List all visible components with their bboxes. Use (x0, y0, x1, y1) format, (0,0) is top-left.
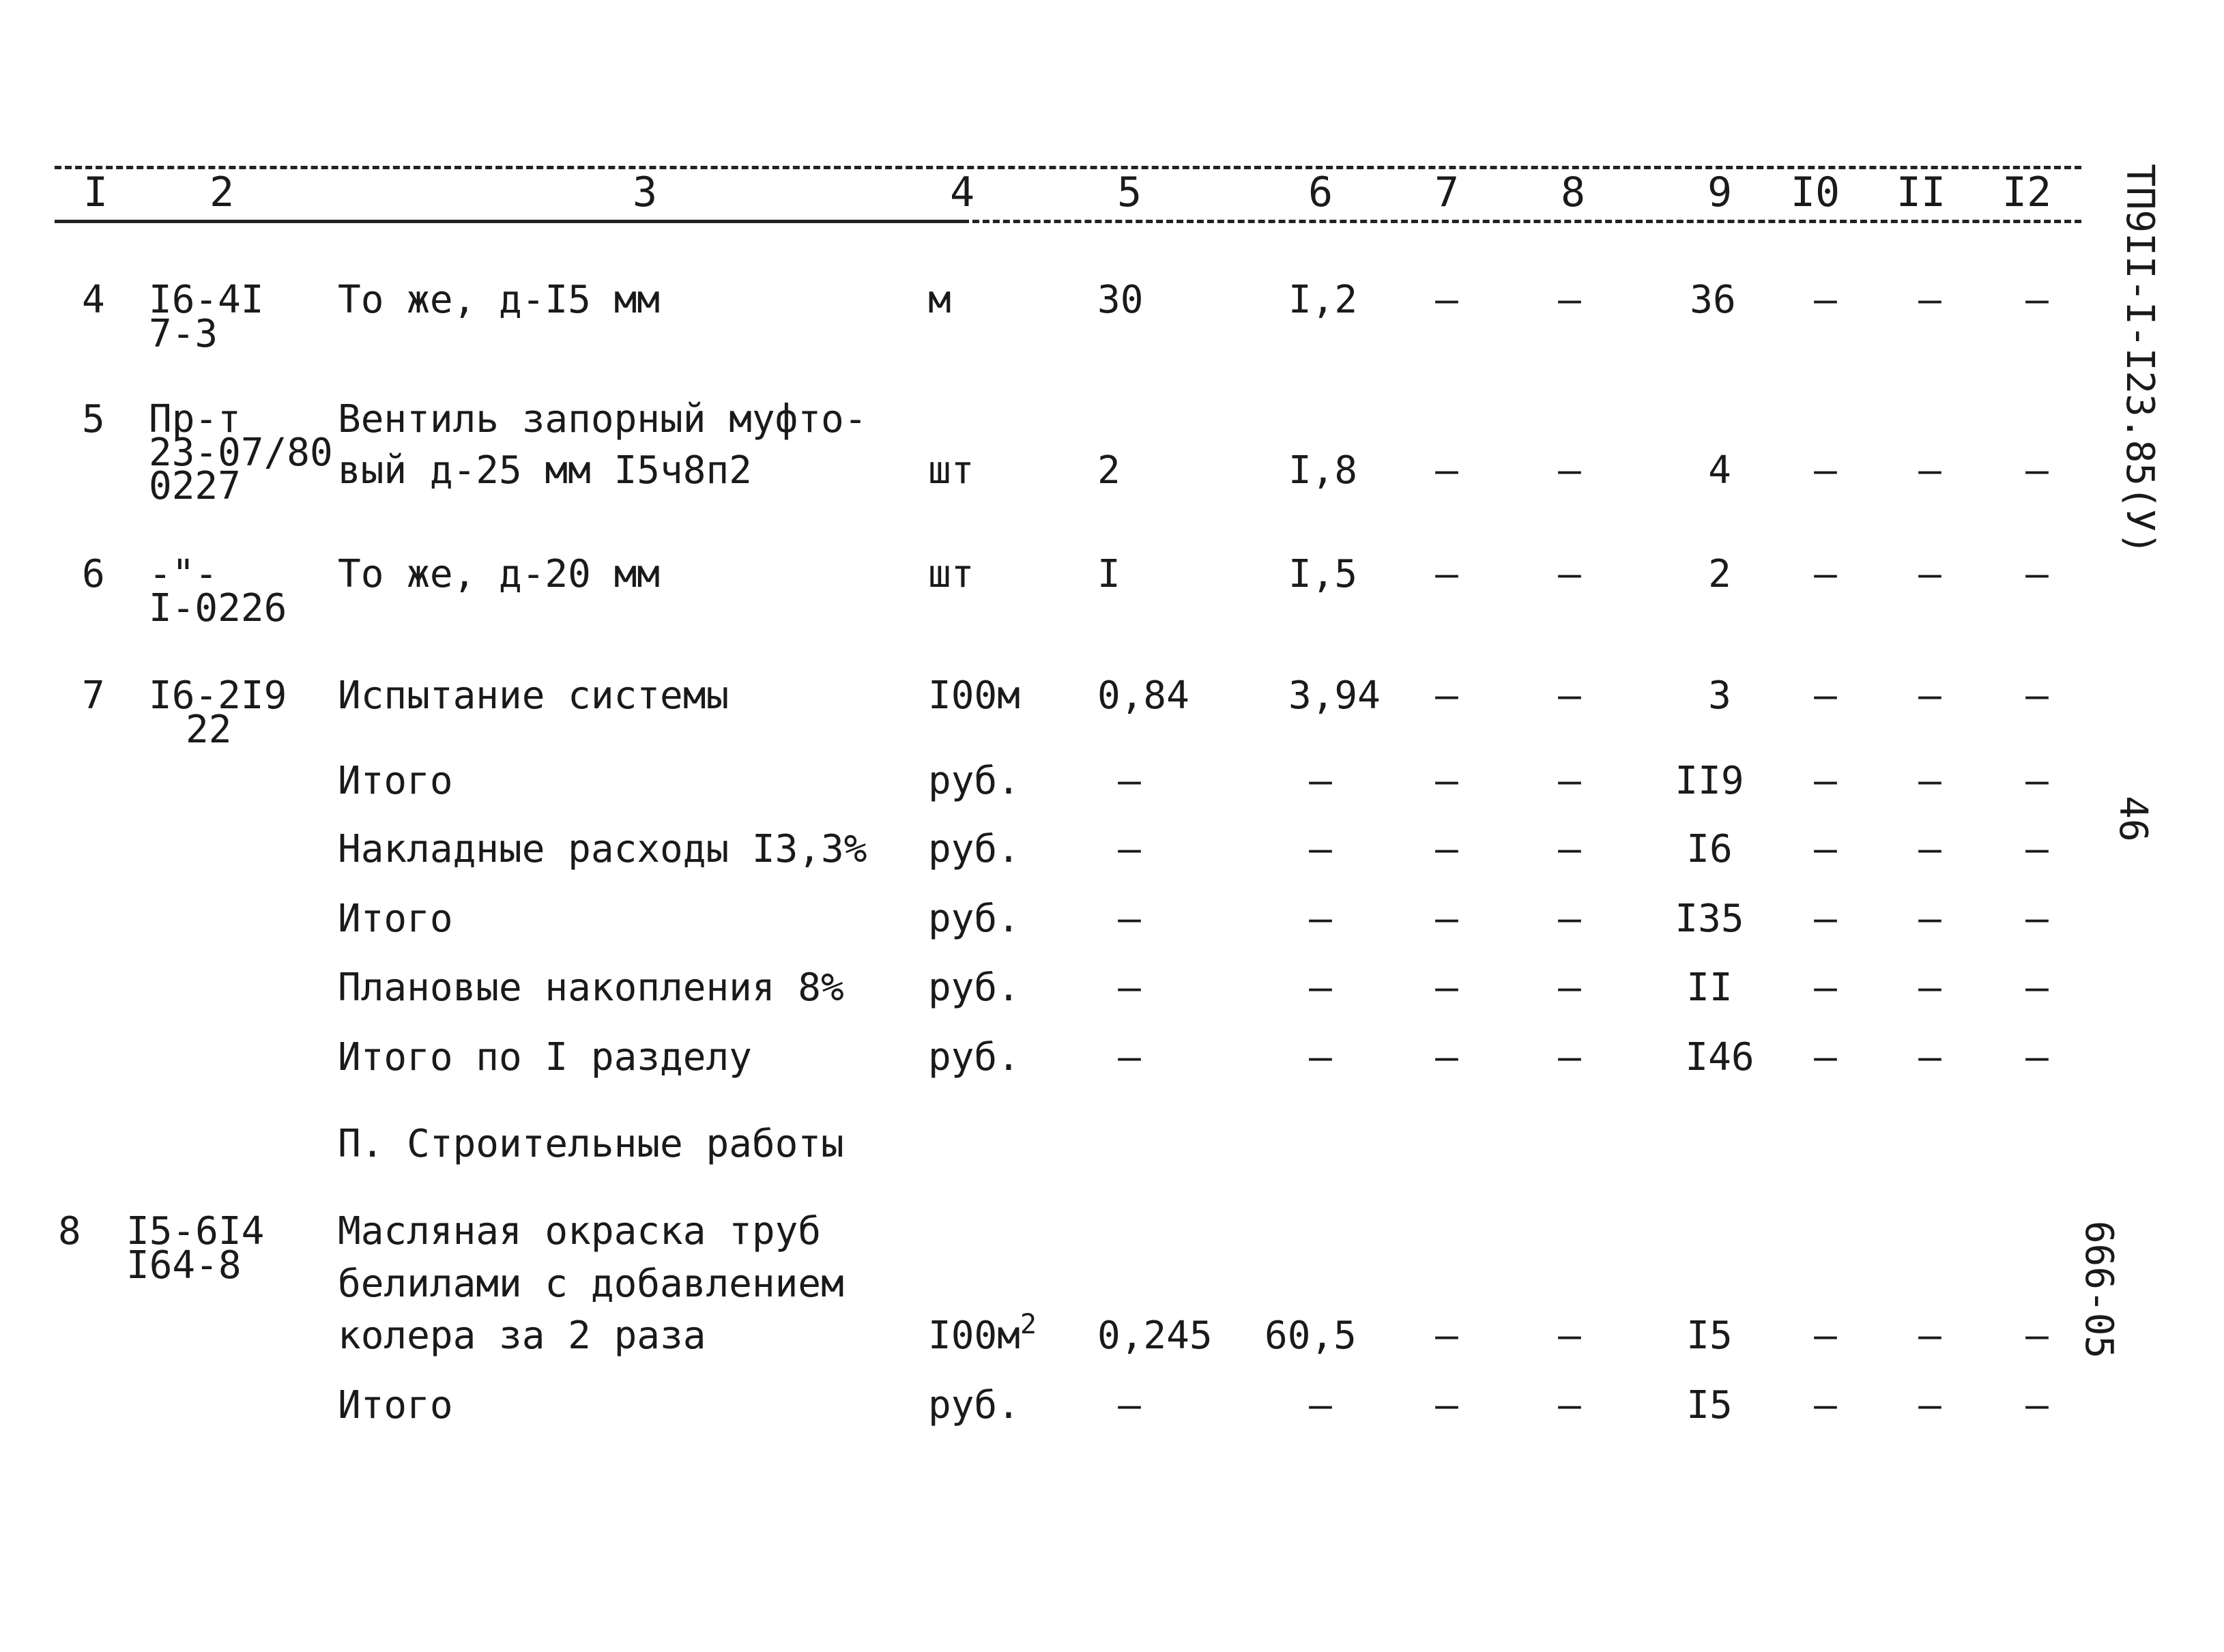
page-number: 46 (2111, 796, 2155, 842)
row-col-11: – (1918, 759, 1941, 803)
row-col-9: 3 (1708, 673, 1731, 718)
row-code-line: 0227 (149, 464, 241, 508)
column-header-8: 8 (1560, 169, 1586, 216)
row-col-6: 3,94 (1288, 673, 1381, 718)
row-number: 4 (82, 278, 105, 322)
row-col-12: – (2025, 897, 2049, 941)
column-header-7: 7 (1434, 169, 1460, 216)
section-heading: П. Строительные работы (338, 1122, 844, 1166)
row-col-6: – (1309, 1383, 1332, 1428)
row-col-11: – (1918, 1314, 1941, 1358)
row-number: 8 (58, 1209, 81, 1254)
row-col-6: 60,5 (1265, 1314, 1357, 1358)
row-col-6: – (1309, 827, 1332, 871)
row-col-11: – (1918, 552, 1941, 596)
row-col-9: I6 (1686, 827, 1733, 871)
row-col-8: – (1558, 278, 1581, 322)
row-col-11: – (1918, 448, 1941, 493)
row-col-12: – (2025, 827, 2049, 871)
row-col-5: – (1118, 759, 1141, 803)
row-col-9: II (1686, 966, 1733, 1010)
row-name-line: Накладные расходы I3,3% (338, 827, 867, 871)
row-unit: шт (928, 448, 974, 493)
row-col-5: – (1118, 1383, 1141, 1428)
row-name-line: Итого (338, 759, 453, 803)
row-col-10: – (1814, 1314, 1837, 1358)
row-col-7: – (1435, 278, 1458, 322)
row-col-5: – (1118, 827, 1141, 871)
row-col-12: – (2025, 673, 2049, 718)
row-col-10: – (1814, 897, 1837, 941)
row-unit: руб. (928, 897, 1020, 941)
row-col-5: 0,245 (1097, 1314, 1213, 1358)
row-name-line: То же, д-I5 мм (338, 278, 661, 322)
column-header-3: 3 (632, 169, 658, 216)
row-unit: руб. (928, 1035, 1020, 1079)
row-col-6: – (1309, 897, 1332, 941)
row-col-12: – (2025, 759, 2049, 803)
row-col-10: – (1814, 759, 1837, 803)
row-col-7: – (1435, 897, 1458, 941)
row-col-7: – (1435, 673, 1458, 718)
row-col-12: – (2025, 1314, 2049, 1358)
row-unit: I00м (928, 673, 1020, 718)
row-col-8: – (1558, 552, 1581, 596)
row-col-10: – (1814, 448, 1837, 493)
row-name-line: белилами с добавлением (338, 1262, 844, 1306)
row-col-5: – (1118, 966, 1141, 1010)
row-col-6: – (1309, 1035, 1332, 1079)
row-unit-base: I00м (928, 1314, 1020, 1358)
header-bottom-rule-left (55, 220, 962, 223)
row-name-line: Испытание системы (338, 673, 730, 718)
row-unit: шт (928, 552, 974, 596)
column-header-2: 2 (209, 169, 235, 216)
row-name-line: вый д-25 мм I5ч8п2 (338, 448, 752, 493)
row-col-5: – (1118, 897, 1141, 941)
row-name-line: колера за 2 раза (338, 1314, 706, 1358)
row-col-9: I5 (1686, 1383, 1733, 1428)
row-col-11: – (1918, 278, 1941, 322)
row-col-8: – (1558, 1314, 1581, 1358)
column-header-12: I2 (2002, 169, 2052, 216)
row-col-9: 2 (1708, 552, 1731, 596)
column-header-11: II (1896, 169, 1946, 216)
row-col-8: – (1558, 673, 1581, 718)
row-number: 5 (82, 397, 105, 441)
row-code-line: 23-07/80 (149, 431, 333, 475)
row-col-9: 4 (1708, 448, 1731, 493)
row-code-line: I-0226 (149, 586, 287, 631)
sheet-code-stamp: 666-05 (2077, 1220, 2121, 1359)
row-code-line: I6-4I (149, 278, 264, 322)
column-header-4: 4 (949, 169, 975, 216)
row-code-line: I6-2I9 (149, 673, 287, 718)
row-col-5: 0,84 (1097, 673, 1189, 718)
row-name-line: То же, д-20 мм (338, 552, 661, 596)
row-col-6: – (1309, 759, 1332, 803)
row-name-line: Итого по I разделу (338, 1035, 752, 1079)
row-code-line: 22 (186, 708, 232, 752)
row-code-line: 7-3 (149, 312, 218, 356)
row-code-line: -"- (149, 552, 218, 596)
row-col-10: – (1814, 827, 1837, 871)
row-col-12: – (2025, 1035, 2049, 1079)
row-col-10: – (1814, 966, 1837, 1010)
row-unit (928, 1309, 1037, 1358)
row-number: 6 (82, 552, 105, 596)
row-col-11: – (1918, 1383, 1941, 1428)
row-name-line: Итого (338, 897, 453, 941)
row-col-10: – (1814, 278, 1837, 322)
row-col-5: 30 (1097, 278, 1144, 322)
row-col-12: – (2025, 278, 2049, 322)
column-header-9: 9 (1707, 169, 1733, 216)
row-unit-exponent: 2 (1020, 1309, 1037, 1340)
row-col-8: – (1558, 897, 1581, 941)
row-col-10: – (1814, 552, 1837, 596)
row-code-line: I64-8 (126, 1243, 242, 1288)
row-code-line: I5-6I4 (126, 1209, 265, 1254)
row-col-10: – (1814, 1383, 1837, 1428)
row-name-line: Масляная окраска труб (338, 1209, 822, 1254)
row-col-11: – (1918, 897, 1941, 941)
row-col-8: – (1558, 966, 1581, 1010)
row-col-5: 2 (1097, 448, 1121, 493)
row-col-5: I (1097, 552, 1121, 596)
row-col-7: – (1435, 1035, 1458, 1079)
row-unit: руб. (928, 759, 1020, 803)
row-unit: руб. (928, 966, 1020, 1010)
row-col-10: – (1814, 1035, 1837, 1079)
row-col-7: – (1435, 966, 1458, 1010)
row-col-7: – (1435, 1314, 1458, 1358)
column-header-10: I0 (1790, 169, 1840, 216)
row-col-9: I5 (1686, 1314, 1733, 1358)
row-col-6: I,2 (1288, 278, 1358, 322)
row-col-12: – (2025, 448, 2049, 493)
row-col-6: I,8 (1288, 448, 1358, 493)
row-col-11: – (1918, 673, 1941, 718)
header-top-rule (55, 166, 2081, 169)
row-col-8: – (1558, 448, 1581, 493)
row-col-7: – (1435, 1383, 1458, 1428)
row-col-6: – (1309, 966, 1332, 1010)
project-code-stamp: ТП9II-I-I23.85(У) (2118, 164, 2162, 555)
row-name-line: Вентиль запорный муфто- (338, 397, 867, 441)
row-col-8: – (1558, 759, 1581, 803)
row-col-7: – (1435, 759, 1458, 803)
row-col-7: – (1435, 827, 1458, 871)
row-name-line: Плановые накопления 8% (338, 966, 844, 1010)
row-col-9: II9 (1675, 759, 1744, 803)
row-unit: руб. (928, 827, 1020, 871)
row-col-7: – (1435, 552, 1458, 596)
row-col-12: – (2025, 966, 2049, 1010)
row-number: 7 (82, 673, 105, 718)
row-col-8: – (1558, 827, 1581, 871)
row-col-9: I35 (1675, 897, 1744, 941)
row-col-12: – (2025, 1383, 2049, 1428)
row-col-11: – (1918, 1035, 1941, 1079)
header-bottom-rule-right (962, 220, 2081, 223)
row-unit: м (928, 278, 951, 322)
row-col-8: – (1558, 1383, 1581, 1428)
row-col-10: – (1814, 673, 1837, 718)
row-col-6: I,5 (1288, 552, 1358, 596)
row-col-5: – (1118, 1035, 1141, 1079)
row-col-8: – (1558, 1035, 1581, 1079)
row-col-9: 36 (1690, 278, 1736, 322)
row-col-12: – (2025, 552, 2049, 596)
row-col-7: – (1435, 448, 1458, 493)
row-code-line: Пр-т (149, 397, 241, 441)
row-name-line: Итого (338, 1383, 453, 1428)
column-header-5: 5 (1116, 169, 1142, 216)
column-header-1: I (83, 169, 109, 216)
row-col-11: – (1918, 966, 1941, 1010)
column-header-6: 6 (1308, 169, 1333, 216)
row-col-9: I46 (1685, 1035, 1754, 1079)
row-col-11: – (1918, 827, 1941, 871)
row-unit: руб. (928, 1383, 1020, 1428)
